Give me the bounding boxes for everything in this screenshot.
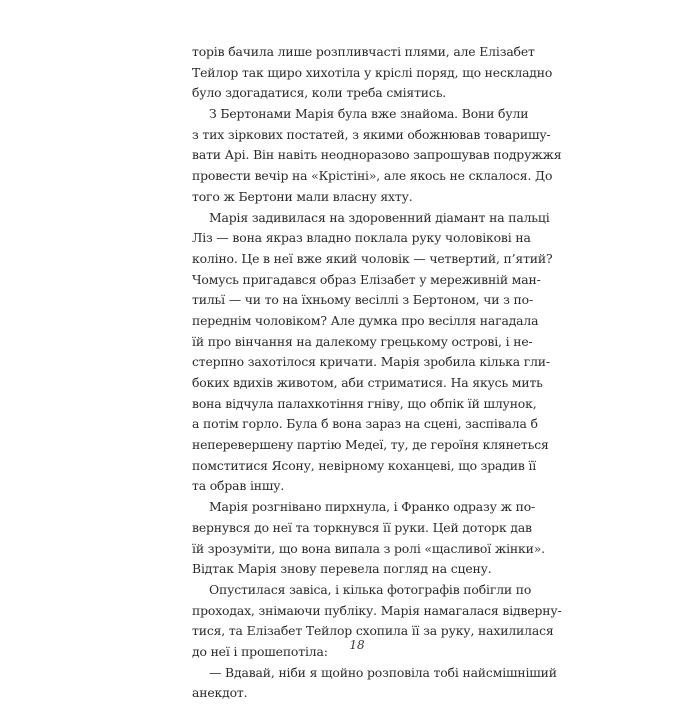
text-line: вона відчула палахкотіння гніву, що обпік їй шлунок, — [192, 395, 537, 411]
text-line: торів бачила лише розпливчасті плями, але Елізабет — [192, 44, 535, 59]
text-line: коліно. Це в неї вже який чоловік — четвертий, п’ятий? — [192, 250, 553, 266]
text-line: анекдот. — [192, 685, 248, 701]
text-line: Чомусь пригадався образ Елізабет у мереживній ман- — [192, 271, 541, 287]
text-line: їй зрозуміти, що вона випала з ролі «щасливої жінки». — [192, 540, 545, 556]
text-line: Відтак Марія знову перевела погляд на сцену. — [192, 561, 492, 577]
text-line: тися, та Елізабет Тейлор схопила її за руку, нахилилася — [192, 623, 554, 639]
page-number: 18 — [349, 638, 365, 652]
text-line: з тих зіркових постатей, з якими обожнював товаришу- — [192, 126, 551, 142]
text-line: провести вечір на «Крістіні», але якось не склалося. До — [192, 168, 553, 184]
text-line: З Бертонами Марія була вже знайома. Вони були — [209, 106, 529, 122]
text-line: та обрав іншу. — [192, 478, 285, 494]
text-line: переднім чоловіком? Але думка про весілля нагадала — [192, 312, 539, 328]
text-line: вернувся до неї та торкнувся її руки. Цей доторк дав — [192, 519, 532, 535]
text-line: було здогадатися, коли треба сміятись. — [192, 85, 447, 101]
text-line: неперевершену партію Медеї, ту, де героїня клянеться — [192, 437, 549, 453]
text-line: стерпно захотілося кричати. Марія зробила кілька гли- — [192, 354, 550, 370]
text-line: того ж Бертони мали власну яхту. — [192, 188, 413, 204]
text-line: — Вдавай, ніби я щойно розповіла тобі найсмішніший — [209, 664, 557, 680]
text-line: до неї і прошепотіла: — [192, 643, 328, 659]
text-line: вати Арі. Він навіть неодноразово запрошував подружжя — [192, 147, 562, 163]
text-line: а потім горло. Була б вона зараз на сцені, заспівала б — [192, 416, 538, 432]
text-line: Марія задивилася на здоровенний діамант на пальці — [209, 209, 550, 225]
body-text — [192, 42, 562, 704]
text-line: боких вдихів животом, аби стриматися. На якусь мить — [192, 375, 543, 390]
text-line: Тейлор так щиро хихотіла у кріслі поряд, що нескладно — [192, 64, 553, 80]
text-line: Опустилася завіса, і кілька фотографів побігли по — [209, 581, 532, 597]
text-line: тильї — чи то на їхньому весіллі з Бертоном, чи з по- — [192, 292, 533, 308]
text-line: проходах, знімаючи публіку. Марія намагалася відверну- — [192, 602, 562, 618]
text-line: Марія розгнівано пирхнула, і Франко одразу ж по- — [209, 499, 536, 515]
text-line: Ліз — вона якраз владно поклала руку чоловікові на — [192, 230, 531, 246]
text-line: їй про вінчання на далекому грецькому острові, і не- — [192, 333, 533, 349]
text-line: помститися Ясону, невірному коханцеві, що зрадив її — [192, 457, 537, 473]
